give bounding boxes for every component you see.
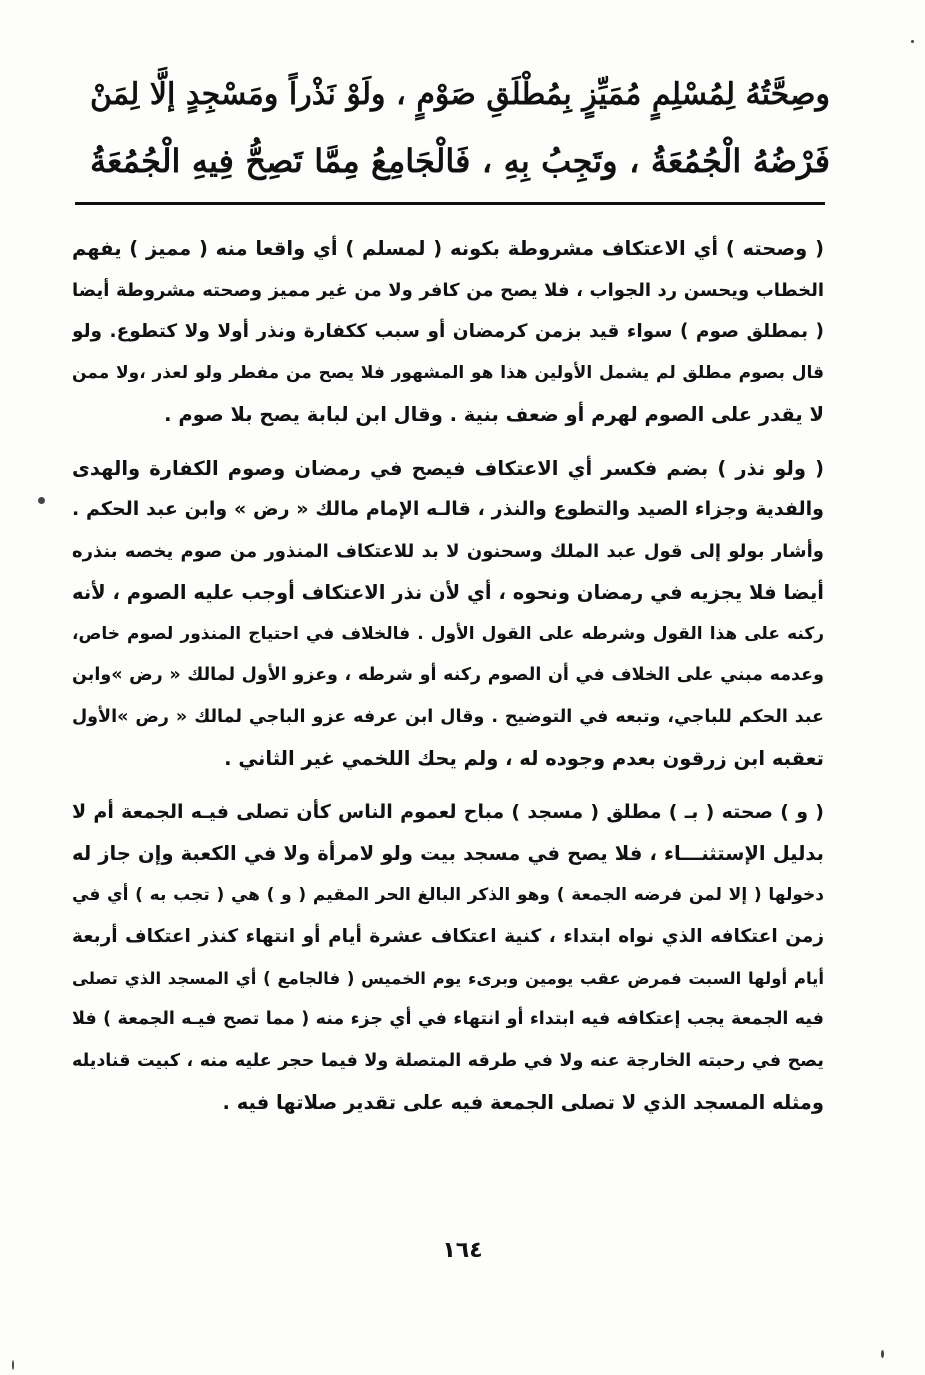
text-line: قال بصوم مطلق لم يشمل الأولين هذا هو المشهور فلا يصح من مفطر ولو لعذر ،ولا ممن — [72, 362, 824, 383]
text-line: عبد الحكم للباجي، وتبعه في التوضيح . وقال ابن عرفه عزو الباجي لمالك « رض »الأول — [72, 706, 824, 727]
text-line: دخولها ( إلا لمن فرضه الجمعة ) وهو الذكر البالغ الحر المقيم ( و ) هي ( تجب به ) أي في — [72, 884, 824, 905]
page-number: ١٦٤ — [442, 1238, 483, 1263]
text-line: ( بمطلق صوم ) سواء قيد بزمن كرمضان أو سبب ككفارة ونذر أولا ولا كتطوع. ولو — [72, 321, 824, 342]
separator-rule — [75, 202, 825, 205]
commentary-text — [72, 228, 824, 1124]
text-line: لا يقدر على الصوم لهرم أو ضعف بنية . وقال ابن لبابة يصح بلا صوم . — [164, 403, 824, 426]
scan-speck — [12, 1360, 14, 1370]
text-line: تعقبه ابن زرقون بعدم وجوده له ، ولم يحك اللخمي غير الثاني . — [224, 747, 824, 770]
scan-speck — [911, 40, 914, 43]
text-line: أيام أولها السبت فمرض عقب يومين وبرىء يوم الخميس ( فالجامع ) أي المسجد الذي تصلى — [72, 968, 824, 988]
text-line: بدليل الإستثنـــاء ، فلا يصح في مسجد بيت ولو لامرأة ولا في الكعبة وإن جاز له — [72, 842, 824, 865]
text-line: ( و ) صحته ( بـ ) مطلق ( مسجد ) مباح لعموم الناس كأن تصلى فيـه الجمعة أم لا — [72, 800, 824, 823]
scan-speck — [38, 497, 45, 504]
text-line: والفدية وجزاء الصيد والتطوع والنذر ، قالـه الإمام مالك « رض » وابن عبد الحكم . — [72, 498, 824, 520]
paragraph-3 — [72, 792, 824, 1124]
text-line: ومثله المسجد الذي لا تصلى الجمعة فيه على تقدير صلاتها فيه . — [222, 1091, 824, 1114]
matn-line: فَرْضُهُ الْجُمُعَةُ ، وتَجِبُ بِهِ ، فَالْجَامِعُ مِمَّا تَصِحُّ فِيهِ الْجُمُعَةُ — [90, 142, 830, 180]
text-line: الخطاب ويحسن رد الجواب ، فلا يصح من كافر ولا من غير مميز وصحته مشروطة أيضا — [72, 279, 824, 301]
text-line: وعدمه مبني على الخلاف في أن الصوم ركنه أو شرطه ، وعزو الأول لمالك « رض »وابن — [72, 665, 824, 685]
text-line: زمن اعتكافه الذي نواه ابتداء ، كنية اعتكاف عشرة أيام أو انتهاء كنذر اعتكاف أربعة — [72, 926, 824, 947]
text-line: فيه الجمعة يجب إعتكافه فيه ابتداء أو انتهاء في أي جزء منه ( مما تصح فيـه الجمعة ) فلا — [72, 1009, 824, 1029]
text-line: ( ولو نذر ) بضم فكسر أي الاعتكاف فيصح في رمضان وصوم الكفارة والهدى — [72, 456, 824, 480]
text-line: ( وصحته ) أي الاعتكاف مشروطة بكونه ( لمسلم ) أي واقعا منه ( مميز ) يفهم — [72, 237, 824, 260]
text-line: وأشار بولو إلى قول عبد الملك وسحنون لا بد للاعتكاف المنذور من صوم يخصه بنذره — [72, 540, 824, 562]
paragraph-2 — [72, 448, 824, 780]
text-line: يصح في رحبته الخارجة عنه ولا في طرقه المتصلة ولا فيما حجر عليه منه ، كبيت قناديله — [72, 1050, 824, 1071]
text-line: ركنه على هذا القول وشرطه على القول الأول . فالخلاف في احتياج المنذور لصوم خاص، — [72, 623, 824, 644]
scan-speck — [881, 1350, 884, 1358]
matn-line: وصِحَّتُهُ لِمُسْلِمٍ مُمَيِّزٍ بِمُطْلَقِ صَوْمٍ ، ولَوْ نَذْراً ومَسْجِدٍ إلَّا لِمَنْ — [90, 77, 830, 112]
paragraph-1 — [72, 228, 824, 436]
text-line: أيضا فلا يجزيه في رمضان ونحوه ، أي لأن نذر الاعتكاف أوجب عليه الصوم ، لأنه — [72, 581, 824, 604]
matn-text — [90, 62, 830, 194]
